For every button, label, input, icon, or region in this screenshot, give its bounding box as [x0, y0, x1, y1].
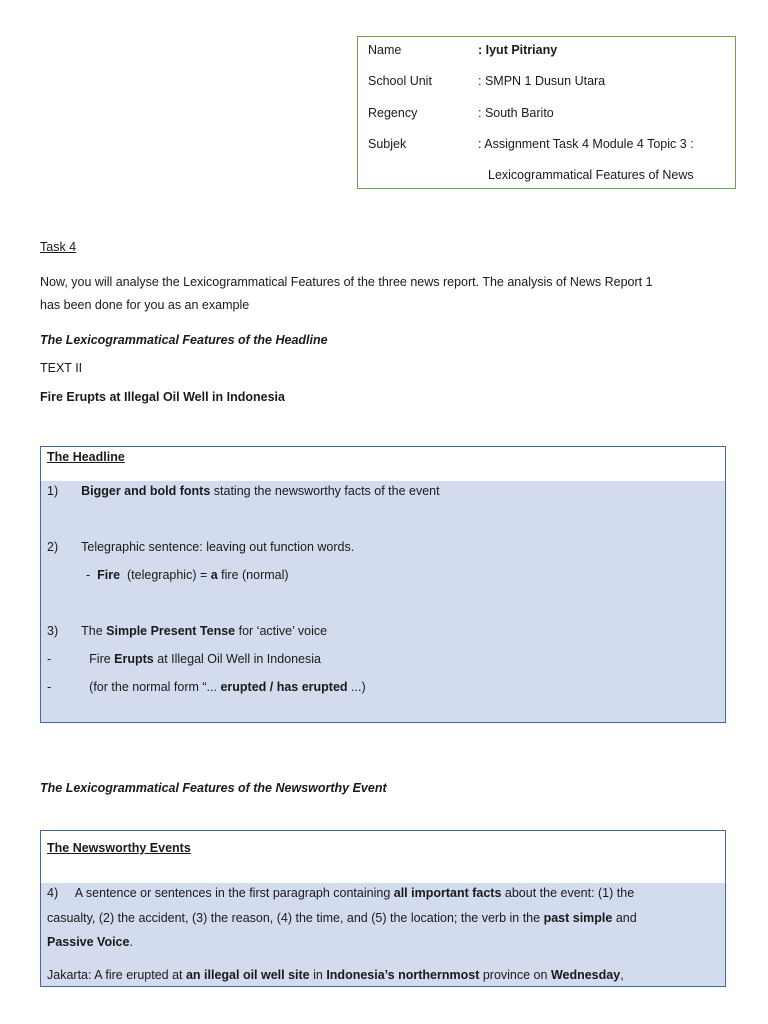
item-3a-pre: Fire: [89, 652, 115, 666]
events-table: [40, 830, 726, 987]
headline-table-body: [41, 481, 725, 722]
headline-item-3-a: [47, 650, 321, 668]
event-line-4-bold-3: Wednesday: [550, 968, 621, 982]
item-2-sub-bold-2: a: [210, 568, 218, 582]
event-line-4-bold-2: Indonesia’s northernmost: [326, 968, 480, 982]
event-line-2-rest: and: [612, 911, 637, 925]
regency-value: : South Barito: [478, 106, 554, 120]
name-value: : Iyut Pitriany: [478, 43, 558, 57]
item-3a-rest: at Illegal Oil Well in Indonesia: [153, 652, 321, 666]
item-3a-bold: Erupts: [114, 652, 154, 666]
item-1-number: 1): [47, 484, 59, 498]
event-line-2-bold: past simple: [543, 911, 613, 925]
task-intro-line-2: has been done for you as an example: [40, 298, 250, 312]
info-row-subject: [368, 134, 727, 154]
events-table-header: [41, 831, 725, 884]
event-section-heading: The Lexicogrammatical Features of the Newsworthy Event: [40, 781, 387, 795]
event-line-3: [47, 933, 133, 951]
item-2-sub-rest: fire (normal): [217, 568, 289, 582]
item-3-pre: The: [81, 624, 107, 638]
item-1-bold: Bigger and bold fonts: [81, 484, 211, 498]
event-line-3-rest: .: [129, 935, 133, 949]
subject-value: : Assignment Task 4 Module 4 Topic 3 :: [478, 137, 694, 151]
student-info-box: [357, 36, 736, 189]
headline-item-3: [47, 622, 327, 640]
event-line-4-pre: Jakarta: A fire erupted at: [47, 968, 186, 982]
subject-label: Subjek: [368, 137, 407, 151]
event-line-2-pre: casualty, (2) the accident, (3) the reason, (4) the time, and (5) the location; the verb in the: [47, 911, 544, 925]
info-row-name: [368, 40, 727, 60]
item-2-sub-dash: -: [86, 568, 91, 582]
event-line-1-pre: 4) A sentence or sentences in the first paragraph containing: [47, 886, 394, 900]
item-3b-dash: -: [47, 680, 52, 694]
info-row-school: [368, 71, 727, 91]
task-intro-line-1: Now, you will analyse the Lexicogrammatical Features of the three news report. The analysis of News Report 1: [40, 275, 653, 289]
school-label: School Unit: [368, 74, 432, 88]
item-3b-pre: (for the normal form “...: [89, 680, 221, 694]
item-2-text: Telegraphic sentence: leaving out function words.: [81, 540, 355, 554]
event-line-4-rest: ,: [620, 968, 624, 982]
subject-continuation: Lexicogrammatical Features of News: [488, 168, 694, 182]
headline-item-3-b: [47, 678, 366, 696]
item-3b-rest: ...): [347, 680, 366, 694]
events-table-header-text: The Newsworthy Events: [47, 841, 191, 855]
headline-item-2-sub: [86, 566, 289, 584]
text-label: TEXT II: [40, 361, 83, 375]
info-row-subject-cont: [368, 165, 727, 185]
item-3-number: 3): [47, 624, 59, 638]
headline-section-heading: The Lexicogrammatical Features of the Headline: [40, 333, 328, 347]
event-line-3-bold: Passive Voice: [47, 935, 130, 949]
task-title: Task 4: [40, 240, 77, 254]
item-2-number: 2): [47, 540, 59, 554]
item-1-text: stating the newsworthy facts of the event: [210, 484, 440, 498]
info-row-regency: [368, 103, 727, 123]
school-value: : SMPN 1 Dusun Utara: [478, 74, 606, 88]
headline-item-2: [47, 538, 354, 556]
event-line-1: [47, 884, 634, 902]
news-title: Fire Erupts at Illegal Oil Well in Indonesia: [40, 390, 285, 404]
event-line-2: [47, 909, 637, 927]
headline-table-header-text: The Headline: [47, 450, 125, 464]
headline-table: [40, 446, 726, 723]
headline-item-1: [47, 482, 440, 500]
item-3-bold: Simple Present Tense: [106, 624, 236, 638]
event-line-1-rest: about the event: (1) the: [501, 886, 635, 900]
event-line-4-bold-1: an illegal oil well site: [185, 968, 310, 982]
event-line-4-mid: in: [309, 968, 327, 982]
item-3-rest: for ‘active’ voice: [235, 624, 328, 638]
event-line-4: [47, 966, 624, 984]
item-2-sub-mid: (telegraphic) =: [120, 568, 211, 582]
item-2-sub-bold-1: Fire: [97, 568, 121, 582]
name-label: Name: [368, 43, 402, 57]
event-line-1-bold: all important facts: [393, 886, 502, 900]
item-3b-bold: erupted / has erupted: [220, 680, 348, 694]
events-table-body: [41, 883, 725, 986]
headline-table-header: [41, 447, 725, 482]
item-3a-dash: -: [47, 652, 52, 666]
event-line-4-mid-2: province on: [479, 968, 551, 982]
regency-label: Regency: [368, 106, 418, 120]
